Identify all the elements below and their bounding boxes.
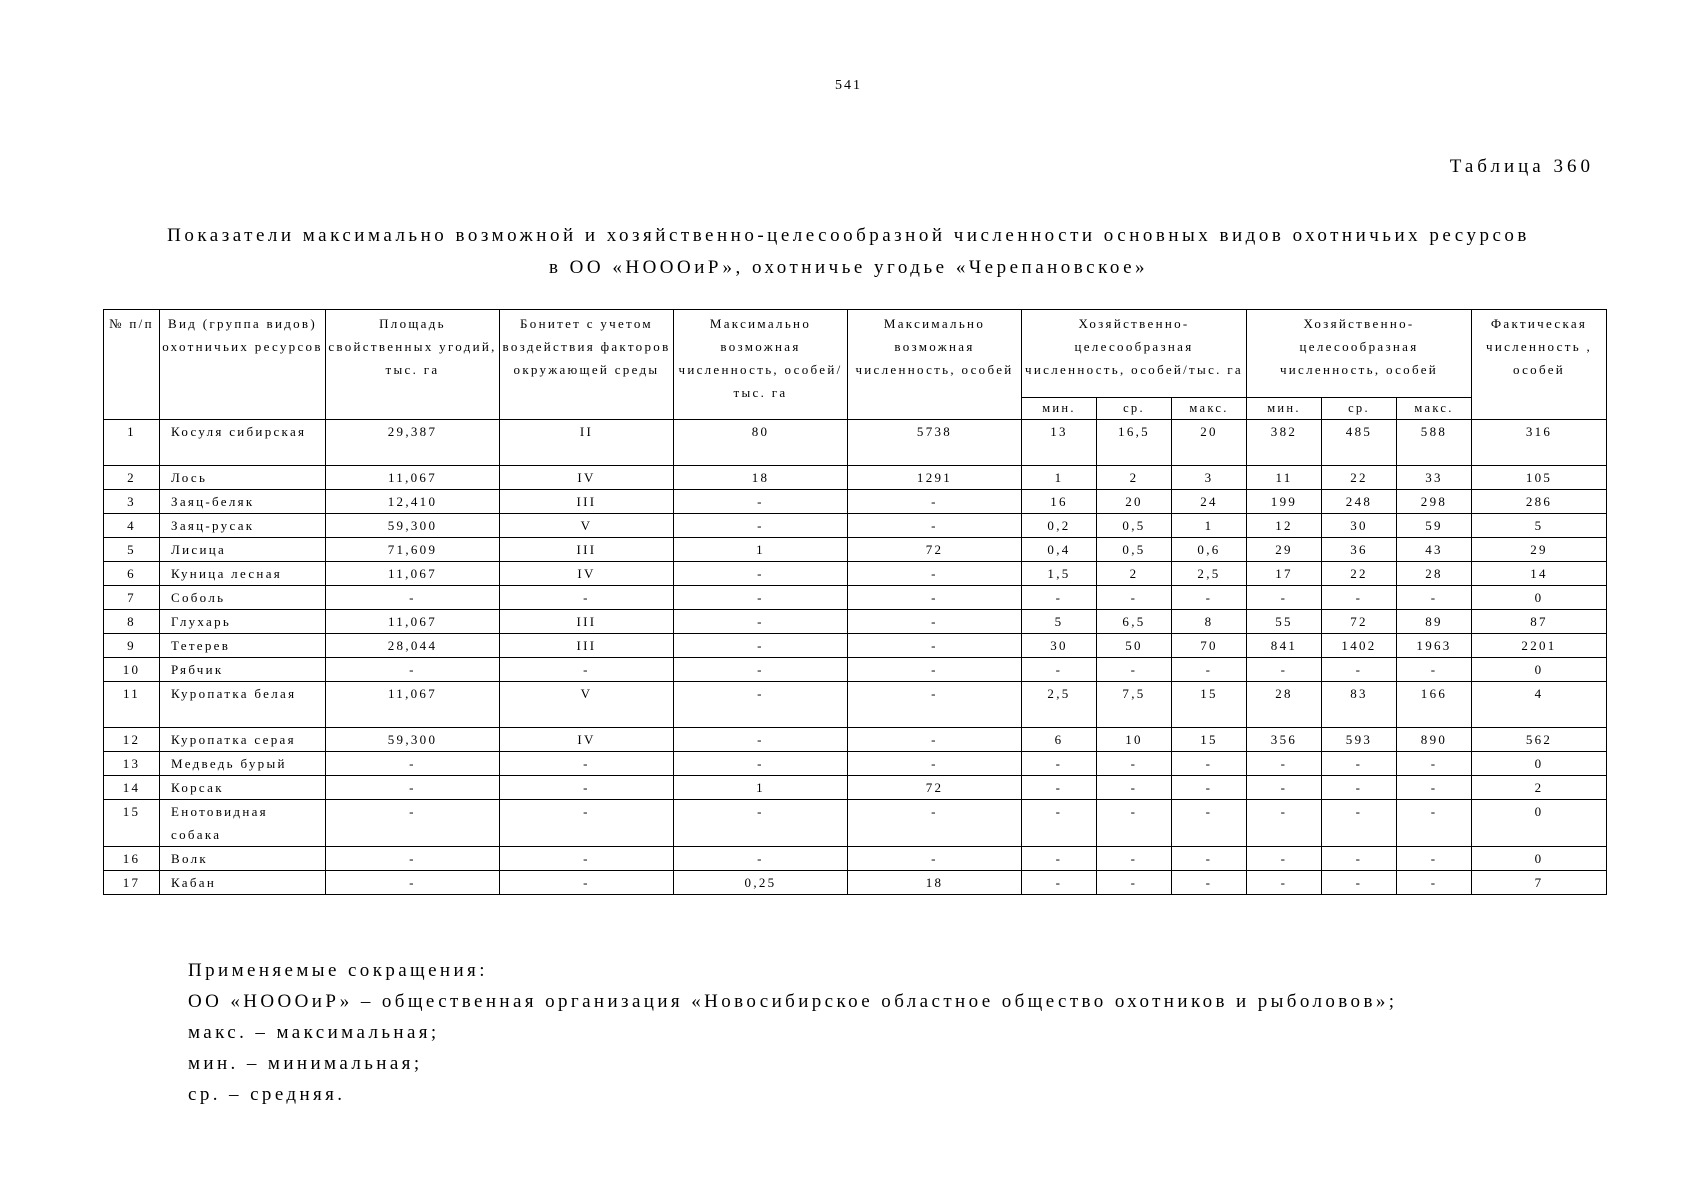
title-line-1: Показатели максимально возможной и хозяйственно-целесообразной численности основных видов охотничьих ресурсов xyxy=(167,225,1530,246)
cell-area: 11,067 xyxy=(326,562,500,586)
cell-d-max: 2,5 xyxy=(1172,562,1247,586)
cell-c-min: 11 xyxy=(1247,466,1322,490)
cell-actual: 0 xyxy=(1472,752,1607,776)
subheader-density-min: мин. xyxy=(1022,398,1097,420)
cell-d-min: 1 xyxy=(1022,466,1097,490)
cell-actual: 87 xyxy=(1472,610,1607,634)
table-row xyxy=(104,752,1607,776)
cell-d-avg: 0,5 xyxy=(1097,538,1172,562)
table-label: Таблица 360 xyxy=(1449,156,1594,177)
cell-c-min: - xyxy=(1247,658,1322,682)
cell-d-max: 1 xyxy=(1172,514,1247,538)
cell-num: 7 xyxy=(104,586,160,610)
cell-area: 28,044 xyxy=(326,634,500,658)
cell-actual: 4 xyxy=(1472,682,1607,728)
cell-d-min: 2,5 xyxy=(1022,682,1097,728)
cell-max-count: - xyxy=(848,847,1022,871)
cell-max-density: - xyxy=(674,586,848,610)
cell-area: - xyxy=(326,847,500,871)
cell-c-avg: - xyxy=(1322,847,1397,871)
cell-c-min: 29 xyxy=(1247,538,1322,562)
page-number: 541 xyxy=(835,78,862,93)
cell-c-min: - xyxy=(1247,871,1322,895)
cell-max-density: - xyxy=(674,800,848,847)
cell-max-count: - xyxy=(848,752,1022,776)
cell-bonitet: V xyxy=(500,514,674,538)
cell-area: - xyxy=(326,871,500,895)
cell-bonitet: III xyxy=(500,634,674,658)
cell-max-density: 80 xyxy=(674,420,848,466)
cell-area: - xyxy=(326,586,500,610)
table-row xyxy=(104,466,1607,490)
cell-max-count: 18 xyxy=(848,871,1022,895)
cell-c-min: - xyxy=(1247,847,1322,871)
cell-bonitet: - xyxy=(500,658,674,682)
cell-c-max: - xyxy=(1397,800,1472,847)
cell-area: 11,067 xyxy=(326,610,500,634)
note-item: мин. – минимальная; xyxy=(188,1053,423,1074)
cell-d-max: - xyxy=(1172,800,1247,847)
cell-c-max: - xyxy=(1397,776,1472,800)
cell-d-max: - xyxy=(1172,658,1247,682)
cell-d-min: - xyxy=(1022,776,1097,800)
cell-num: 14 xyxy=(104,776,160,800)
cell-c-max: - xyxy=(1397,871,1472,895)
cell-c-avg: - xyxy=(1322,871,1397,895)
cell-d-max: - xyxy=(1172,752,1247,776)
table-row xyxy=(104,847,1607,871)
cell-bonitet: - xyxy=(500,752,674,776)
cell-d-min: 0,4 xyxy=(1022,538,1097,562)
cell-area: - xyxy=(326,800,500,847)
cell-num: 9 xyxy=(104,634,160,658)
cell-area: 71,609 xyxy=(326,538,500,562)
subheader-count-max: макс. xyxy=(1397,398,1472,420)
cell-area: 11,067 xyxy=(326,466,500,490)
cell-c-avg: 36 xyxy=(1322,538,1397,562)
cell-c-min: 12 xyxy=(1247,514,1322,538)
cell-num: 3 xyxy=(104,490,160,514)
table-title xyxy=(0,220,1697,284)
cell-d-avg: 16,5 xyxy=(1097,420,1172,466)
cell-num: 16 xyxy=(104,847,160,871)
cell-c-avg: 83 xyxy=(1322,682,1397,728)
table-row xyxy=(104,634,1607,658)
cell-max-density: - xyxy=(674,610,848,634)
cell-c-min: - xyxy=(1247,776,1322,800)
cell-area: 29,387 xyxy=(326,420,500,466)
cell-d-avg: 2 xyxy=(1097,466,1172,490)
cell-d-min: - xyxy=(1022,586,1097,610)
cell-c-max: - xyxy=(1397,658,1472,682)
cell-bonitet: V xyxy=(500,682,674,728)
cell-d-avg: 10 xyxy=(1097,728,1172,752)
cell-d-max: 70 xyxy=(1172,634,1247,658)
cell-num: 12 xyxy=(104,728,160,752)
data-table xyxy=(103,309,1607,895)
cell-area: - xyxy=(326,752,500,776)
cell-area: 12,410 xyxy=(326,490,500,514)
cell-c-min: 28 xyxy=(1247,682,1322,728)
cell-d-max: 0,6 xyxy=(1172,538,1247,562)
cell-max-count: - xyxy=(848,586,1022,610)
cell-c-avg: 30 xyxy=(1322,514,1397,538)
cell-max-count: 1291 xyxy=(848,466,1022,490)
cell-c-max: 1963 xyxy=(1397,634,1472,658)
cell-c-max: 298 xyxy=(1397,490,1472,514)
table-row xyxy=(104,586,1607,610)
cell-bonitet: II xyxy=(500,420,674,466)
cell-d-avg: - xyxy=(1097,752,1172,776)
cell-c-avg: 485 xyxy=(1322,420,1397,466)
cell-bonitet: III xyxy=(500,538,674,562)
cell-actual: 0 xyxy=(1472,658,1607,682)
cell-actual: 316 xyxy=(1472,420,1607,466)
cell-d-max: - xyxy=(1172,586,1247,610)
cell-c-max: 28 xyxy=(1397,562,1472,586)
cell-num: 4 xyxy=(104,514,160,538)
cell-num: 6 xyxy=(104,562,160,586)
subheader-density-max: макс. xyxy=(1172,398,1247,420)
cell-max-count: - xyxy=(848,728,1022,752)
subheader-count-avg: ср. xyxy=(1322,398,1397,420)
cell-d-min: 13 xyxy=(1022,420,1097,466)
cell-d-min: 1,5 xyxy=(1022,562,1097,586)
cell-species: Корсак xyxy=(160,776,326,800)
cell-d-max: - xyxy=(1172,776,1247,800)
cell-actual: 5 xyxy=(1472,514,1607,538)
cell-d-min: 5 xyxy=(1022,610,1097,634)
cell-c-min: - xyxy=(1247,586,1322,610)
cell-species: Косуля сибирская xyxy=(160,420,326,466)
cell-c-min: 55 xyxy=(1247,610,1322,634)
cell-c-min: 356 xyxy=(1247,728,1322,752)
table-row xyxy=(104,514,1607,538)
cell-c-max: 33 xyxy=(1397,466,1472,490)
cell-d-max: 15 xyxy=(1172,682,1247,728)
cell-d-max: 20 xyxy=(1172,420,1247,466)
cell-d-min: 16 xyxy=(1022,490,1097,514)
header-bonitet: Бонитет с учетом воздействия факторов окружающей среды xyxy=(500,310,674,420)
header-opt-count: Хозяйственно-целесообразная численность, особей xyxy=(1247,310,1472,398)
cell-d-max: - xyxy=(1172,847,1247,871)
cell-c-max: 588 xyxy=(1397,420,1472,466)
table-row xyxy=(104,490,1607,514)
cell-max-density: - xyxy=(674,634,848,658)
cell-c-max: 59 xyxy=(1397,514,1472,538)
cell-bonitet: - xyxy=(500,800,674,847)
cell-d-max: 15 xyxy=(1172,728,1247,752)
cell-c-avg: 22 xyxy=(1322,466,1397,490)
cell-d-avg: 6,5 xyxy=(1097,610,1172,634)
header-opt-density: Хозяйственно-целесообразная численность, особей/тыс. га xyxy=(1022,310,1247,398)
cell-bonitet: - xyxy=(500,847,674,871)
cell-d-min: 6 xyxy=(1022,728,1097,752)
cell-c-avg: 248 xyxy=(1322,490,1397,514)
cell-d-avg: 20 xyxy=(1097,490,1172,514)
cell-species: Медведь бурый xyxy=(160,752,326,776)
cell-d-max: 24 xyxy=(1172,490,1247,514)
cell-species: Заяц-русак xyxy=(160,514,326,538)
cell-species: Лось xyxy=(160,466,326,490)
cell-actual: 562 xyxy=(1472,728,1607,752)
table-row xyxy=(104,658,1607,682)
cell-d-min: - xyxy=(1022,847,1097,871)
cell-max-density: - xyxy=(674,490,848,514)
cell-max-count: - xyxy=(848,800,1022,847)
subheader-count-min: мин. xyxy=(1247,398,1322,420)
cell-c-min: 199 xyxy=(1247,490,1322,514)
cell-species: Куропатка белая xyxy=(160,682,326,728)
cell-max-density: 0,25 xyxy=(674,871,848,895)
cell-bonitet: III xyxy=(500,610,674,634)
cell-max-count: 72 xyxy=(848,776,1022,800)
cell-c-max: 89 xyxy=(1397,610,1472,634)
cell-num: 13 xyxy=(104,752,160,776)
header-area: Площадь свойственных угодий, тыс. га xyxy=(326,310,500,420)
cell-d-min: 0,2 xyxy=(1022,514,1097,538)
cell-actual: 2201 xyxy=(1472,634,1607,658)
table-row xyxy=(104,728,1607,752)
header-species: Вид (группа видов) охотничьих ресурсов xyxy=(160,310,326,420)
cell-bonitet: III xyxy=(500,490,674,514)
header-max-count: Максимально возможная численность, особей xyxy=(848,310,1022,420)
cell-d-min: - xyxy=(1022,871,1097,895)
cell-actual: 0 xyxy=(1472,800,1607,847)
cell-max-count: - xyxy=(848,490,1022,514)
cell-d-min: - xyxy=(1022,752,1097,776)
table-row xyxy=(104,871,1607,895)
cell-d-max: 3 xyxy=(1172,466,1247,490)
cell-num: 17 xyxy=(104,871,160,895)
cell-max-density: - xyxy=(674,752,848,776)
cell-d-avg: 0,5 xyxy=(1097,514,1172,538)
cell-d-min: - xyxy=(1022,800,1097,847)
cell-species: Енотовидная собака xyxy=(160,800,326,847)
cell-actual: 29 xyxy=(1472,538,1607,562)
cell-d-avg: - xyxy=(1097,586,1172,610)
notes-heading: Применяемые сокращения: xyxy=(188,960,488,981)
cell-actual: 0 xyxy=(1472,847,1607,871)
cell-max-count: - xyxy=(848,658,1022,682)
cell-actual: 14 xyxy=(1472,562,1607,586)
cell-bonitet: IV xyxy=(500,728,674,752)
table-row xyxy=(104,610,1607,634)
cell-d-max: - xyxy=(1172,871,1247,895)
table-row xyxy=(104,682,1607,728)
cell-c-max: 890 xyxy=(1397,728,1472,752)
cell-num: 10 xyxy=(104,658,160,682)
header-max-density: Максимально возможная численность, особей/тыс. га xyxy=(674,310,848,420)
cell-c-min: 17 xyxy=(1247,562,1322,586)
note-item: ОО «НОООиР» – общественная организация «Новосибирское областное общество охотников и рыболовов»; xyxy=(188,991,1398,1012)
cell-actual: 105 xyxy=(1472,466,1607,490)
cell-d-avg: 50 xyxy=(1097,634,1172,658)
cell-species: Глухарь xyxy=(160,610,326,634)
cell-bonitet: - xyxy=(500,871,674,895)
cell-bonitet: IV xyxy=(500,562,674,586)
cell-c-avg: 72 xyxy=(1322,610,1397,634)
cell-d-avg: - xyxy=(1097,800,1172,847)
table-row xyxy=(104,800,1607,847)
cell-actual: 2 xyxy=(1472,776,1607,800)
cell-c-avg: - xyxy=(1322,752,1397,776)
table-row xyxy=(104,562,1607,586)
cell-c-max: - xyxy=(1397,586,1472,610)
cell-max-count: - xyxy=(848,682,1022,728)
cell-c-max: 166 xyxy=(1397,682,1472,728)
cell-max-count: - xyxy=(848,514,1022,538)
title-line-2: в ОО «НОООиР», охотничье угодье «Черепановское» xyxy=(548,257,1149,278)
cell-species: Кабан xyxy=(160,871,326,895)
cell-max-count: - xyxy=(848,634,1022,658)
note-item: ср. – средняя. xyxy=(188,1084,346,1105)
cell-c-min: - xyxy=(1247,752,1322,776)
cell-bonitet: IV xyxy=(500,466,674,490)
cell-num: 1 xyxy=(104,420,160,466)
cell-d-max: 8 xyxy=(1172,610,1247,634)
cell-c-avg: - xyxy=(1322,776,1397,800)
cell-species: Заяц-беляк xyxy=(160,490,326,514)
cell-max-density: 18 xyxy=(674,466,848,490)
cell-max-density: - xyxy=(674,682,848,728)
subheader-density-avg: ср. xyxy=(1097,398,1172,420)
cell-max-count: 72 xyxy=(848,538,1022,562)
cell-d-avg: - xyxy=(1097,847,1172,871)
cell-num: 5 xyxy=(104,538,160,562)
cell-max-count: - xyxy=(848,562,1022,586)
table-row xyxy=(104,538,1607,562)
cell-c-max: - xyxy=(1397,847,1472,871)
header-actual: Фактическая численность , особей xyxy=(1472,310,1607,420)
cell-c-max: 43 xyxy=(1397,538,1472,562)
cell-area: - xyxy=(326,658,500,682)
cell-max-density: - xyxy=(674,728,848,752)
cell-bonitet: - xyxy=(500,586,674,610)
cell-area: 59,300 xyxy=(326,514,500,538)
cell-species: Лисица xyxy=(160,538,326,562)
cell-d-avg: - xyxy=(1097,776,1172,800)
cell-actual: 286 xyxy=(1472,490,1607,514)
cell-max-density: 1 xyxy=(674,776,848,800)
cell-max-density: - xyxy=(674,658,848,682)
cell-d-avg: - xyxy=(1097,658,1172,682)
cell-d-avg: 2 xyxy=(1097,562,1172,586)
cell-species: Тетерев xyxy=(160,634,326,658)
cell-max-density: 1 xyxy=(674,538,848,562)
cell-c-min: 841 xyxy=(1247,634,1322,658)
cell-d-avg: - xyxy=(1097,871,1172,895)
cell-actual: 0 xyxy=(1472,586,1607,610)
cell-c-avg: - xyxy=(1322,586,1397,610)
cell-num: 11 xyxy=(104,682,160,728)
header-num: № п/п xyxy=(104,310,160,420)
cell-d-min: 30 xyxy=(1022,634,1097,658)
cell-num: 15 xyxy=(104,800,160,847)
cell-d-min: - xyxy=(1022,658,1097,682)
cell-c-avg: 22 xyxy=(1322,562,1397,586)
cell-species: Куропатка серая xyxy=(160,728,326,752)
cell-bonitet: - xyxy=(500,776,674,800)
cell-species: Рябчик xyxy=(160,658,326,682)
cell-area: - xyxy=(326,776,500,800)
cell-max-count: 5738 xyxy=(848,420,1022,466)
cell-num: 2 xyxy=(104,466,160,490)
cell-c-avg: - xyxy=(1322,658,1397,682)
cell-c-avg: 1402 xyxy=(1322,634,1397,658)
abbreviations-notes xyxy=(188,955,1397,1110)
cell-max-count: - xyxy=(848,610,1022,634)
cell-c-avg: 593 xyxy=(1322,728,1397,752)
cell-species: Соболь xyxy=(160,586,326,610)
cell-d-avg: 7,5 xyxy=(1097,682,1172,728)
cell-max-density: - xyxy=(674,514,848,538)
cell-c-min: 382 xyxy=(1247,420,1322,466)
table-body xyxy=(104,420,1607,895)
cell-max-density: - xyxy=(674,847,848,871)
cell-c-avg: - xyxy=(1322,800,1397,847)
cell-actual: 7 xyxy=(1472,871,1607,895)
cell-species: Волк xyxy=(160,847,326,871)
note-item: макс. – максимальная; xyxy=(188,1022,440,1043)
cell-c-min: - xyxy=(1247,800,1322,847)
cell-area: 11,067 xyxy=(326,682,500,728)
cell-c-max: - xyxy=(1397,752,1472,776)
cell-species: Куница лесная xyxy=(160,562,326,586)
cell-area: 59,300 xyxy=(326,728,500,752)
cell-max-density: - xyxy=(674,562,848,586)
cell-num: 8 xyxy=(104,610,160,634)
table-row xyxy=(104,776,1607,800)
table-row xyxy=(104,420,1607,466)
